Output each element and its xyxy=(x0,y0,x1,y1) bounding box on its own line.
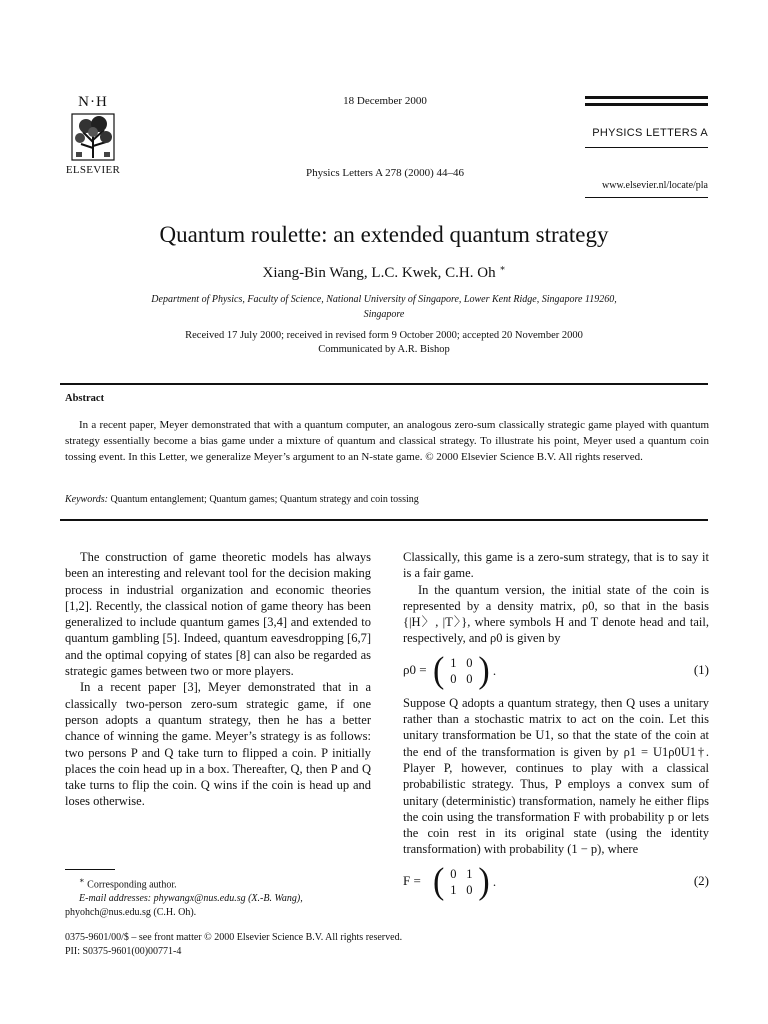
equation-number: (1) xyxy=(693,661,709,677)
right-column xyxy=(403,549,709,906)
equation-number: (2) xyxy=(693,872,709,888)
front-matter: 0375-9601/00/$ – see front matter © 2000 Elsevier Science B.V. All rights reserved. xyxy=(65,932,403,943)
author-mark: ∗ xyxy=(499,263,506,273)
footnote-emails: E-mail addresses: phywangx@nus.edu.sg (X.-B. Wang), xyxy=(79,893,303,905)
footnote-rule xyxy=(65,869,115,870)
journal-name: PHYSICS LETTERS A xyxy=(592,127,708,139)
paragraph: The construction of game theoretic models has always been an interesting and relevant tool for the decision making process in industrial organization and economic theories [1,2]. Recently, the classical notion of game theory has been generalized to include quantum games [3,4] and extended to quantum gambling [5]. Indeed, quantum eavesdropping [6,7] and the optimal copying of states [8] can also be regarded as strategic games between two or more players. xyxy=(65,550,371,679)
keywords-text: Quantum entanglement; Quantum games; Quantum strategy and coin tossing xyxy=(110,494,419,505)
abstract-top-rule xyxy=(60,383,708,385)
received-dates: Received 17 July 2000; received in revised form 9 October 2000; accepted 20 November 2000 xyxy=(185,330,583,341)
header-rule xyxy=(585,103,708,106)
matrix xyxy=(433,862,496,902)
paragraph: Suppose Q adopts a quantum strategy, then Q uses a unitary rather than a stochastic matrix to act on the coin. Let this unitary transformation be U1, so that the state of the coin at the end of the transformation is given by ρ1 = U1ρ0U1†. Player P, however, continues to play with a classical probabilistic strategy. Thus, P employs a convex sum of unitary (deterministic) transformation, namely he either flips the coin using the transformation F with probability p or lets the coin rest in its original state (using the identity transformation) with probability (1 − p), where xyxy=(403,695,709,857)
matrix-cell: 1 xyxy=(466,866,473,881)
matrix-cell: 1 xyxy=(450,655,457,670)
matrix-cell: 0 xyxy=(466,655,473,670)
affiliation-line: Department of Physics, Faculty of Science, National University of Singapore, Lower Kent Ridge, Singapore 119260, xyxy=(151,294,617,305)
citation: Physics Letters A 278 (2000) 44–46 xyxy=(306,167,464,179)
publisher-logo xyxy=(60,94,126,176)
journal-url[interactable]: www.elsevier.nl/locate/pla xyxy=(602,180,708,191)
communicated-by: Communicated by A.R. Bishop xyxy=(318,344,450,355)
keywords-label: Keywords: xyxy=(65,494,108,505)
paragraph: Classically, this game is a zero-sum strategy, that is to say it is a fair game. xyxy=(403,550,709,581)
keywords xyxy=(65,494,709,505)
matrix-grid xyxy=(445,655,477,687)
matrix-grid xyxy=(445,866,477,898)
url-rule xyxy=(585,197,708,198)
footnote-text: Corresponding author. xyxy=(87,879,177,891)
left-paren: ( xyxy=(433,649,445,691)
matrix-cell: 0 xyxy=(466,882,473,897)
period: . xyxy=(489,662,497,678)
affiliation-line: Singapore xyxy=(363,309,405,320)
abstract-heading: Abstract xyxy=(65,393,105,404)
author-list xyxy=(60,263,708,282)
paragraph: In a recent paper [3], Meyer demonstrated that in a classically two-person zero-sum strategic game, if one person adopts a quantum strategy, then he has a better chance of winning the game. Meyer’s strategy is as follows: two persons P and Q take turn to flipped a coin. P initially places the coin head up in a box. Thereafter, Q, then P and Q take turns to flip the coin. Q wins if the coin is head up and loses otherwise. xyxy=(65,680,371,809)
abstract-bottom-rule xyxy=(60,519,708,521)
left-column xyxy=(65,549,371,810)
right-paren: ) xyxy=(478,860,490,902)
header-rule-thin xyxy=(585,147,708,148)
header-rule xyxy=(585,96,708,99)
right-paren: ) xyxy=(478,649,490,691)
publisher-name: ELSEVIER xyxy=(65,164,121,176)
matrix-cell: 0 xyxy=(450,671,457,686)
pii: PII: S0375-9601(00)00771-4 xyxy=(65,946,182,957)
equation-lhs: ρ0 = xyxy=(403,661,427,677)
logo-monogram: N·H xyxy=(78,94,108,110)
matrix-cell: 0 xyxy=(450,866,457,881)
affiliation xyxy=(110,292,658,322)
paragraph: In the quantum version, the initial state of the coin is represented by a density matrix, ρ0, so that in the basis {|H〉, |T〉}, where symbols H and T denote head and tail, respectively, and ρ0 is given by xyxy=(403,582,709,646)
matrix-cell: 1 xyxy=(450,882,457,897)
left-paren: ( xyxy=(433,860,445,902)
matrix xyxy=(433,651,496,691)
issue-date: 18 December 2000 xyxy=(343,95,427,107)
dates-block xyxy=(110,329,658,357)
equation-lhs: F = xyxy=(403,872,421,888)
period: . xyxy=(489,873,497,889)
footnote-line xyxy=(65,874,371,892)
equation-1 xyxy=(403,651,709,691)
footnote xyxy=(65,874,371,920)
matrix-cell: 0 xyxy=(466,671,473,686)
footnote-emails-cont: phyohch@nus.edu.sg (C.H. Oh). xyxy=(65,907,197,919)
authors: Xiang-Bin Wang, L.C. Kwek, C.H. Oh xyxy=(262,265,496,281)
article-title: Quantum roulette: an extended quantum strategy xyxy=(159,222,609,247)
equation-2 xyxy=(403,862,709,902)
elsevier-tree-icon xyxy=(68,112,118,162)
abstract-text: In a recent paper, Meyer demonstrated that with a quantum computer, an analogous zero-sum classically strategic game played with quantum strategy essentially become a bias game under a mixture of quantum and classical strategy. To illustrate his point, Meyer used a quantum coin tossing event. In this Letter, we generalize Meyer’s argument to an N-state game. © 2000 Elsevier Science B.V. All rights reserved. xyxy=(65,419,709,463)
copyright-block xyxy=(65,931,402,959)
footnote-mark: ∗ xyxy=(79,876,85,885)
